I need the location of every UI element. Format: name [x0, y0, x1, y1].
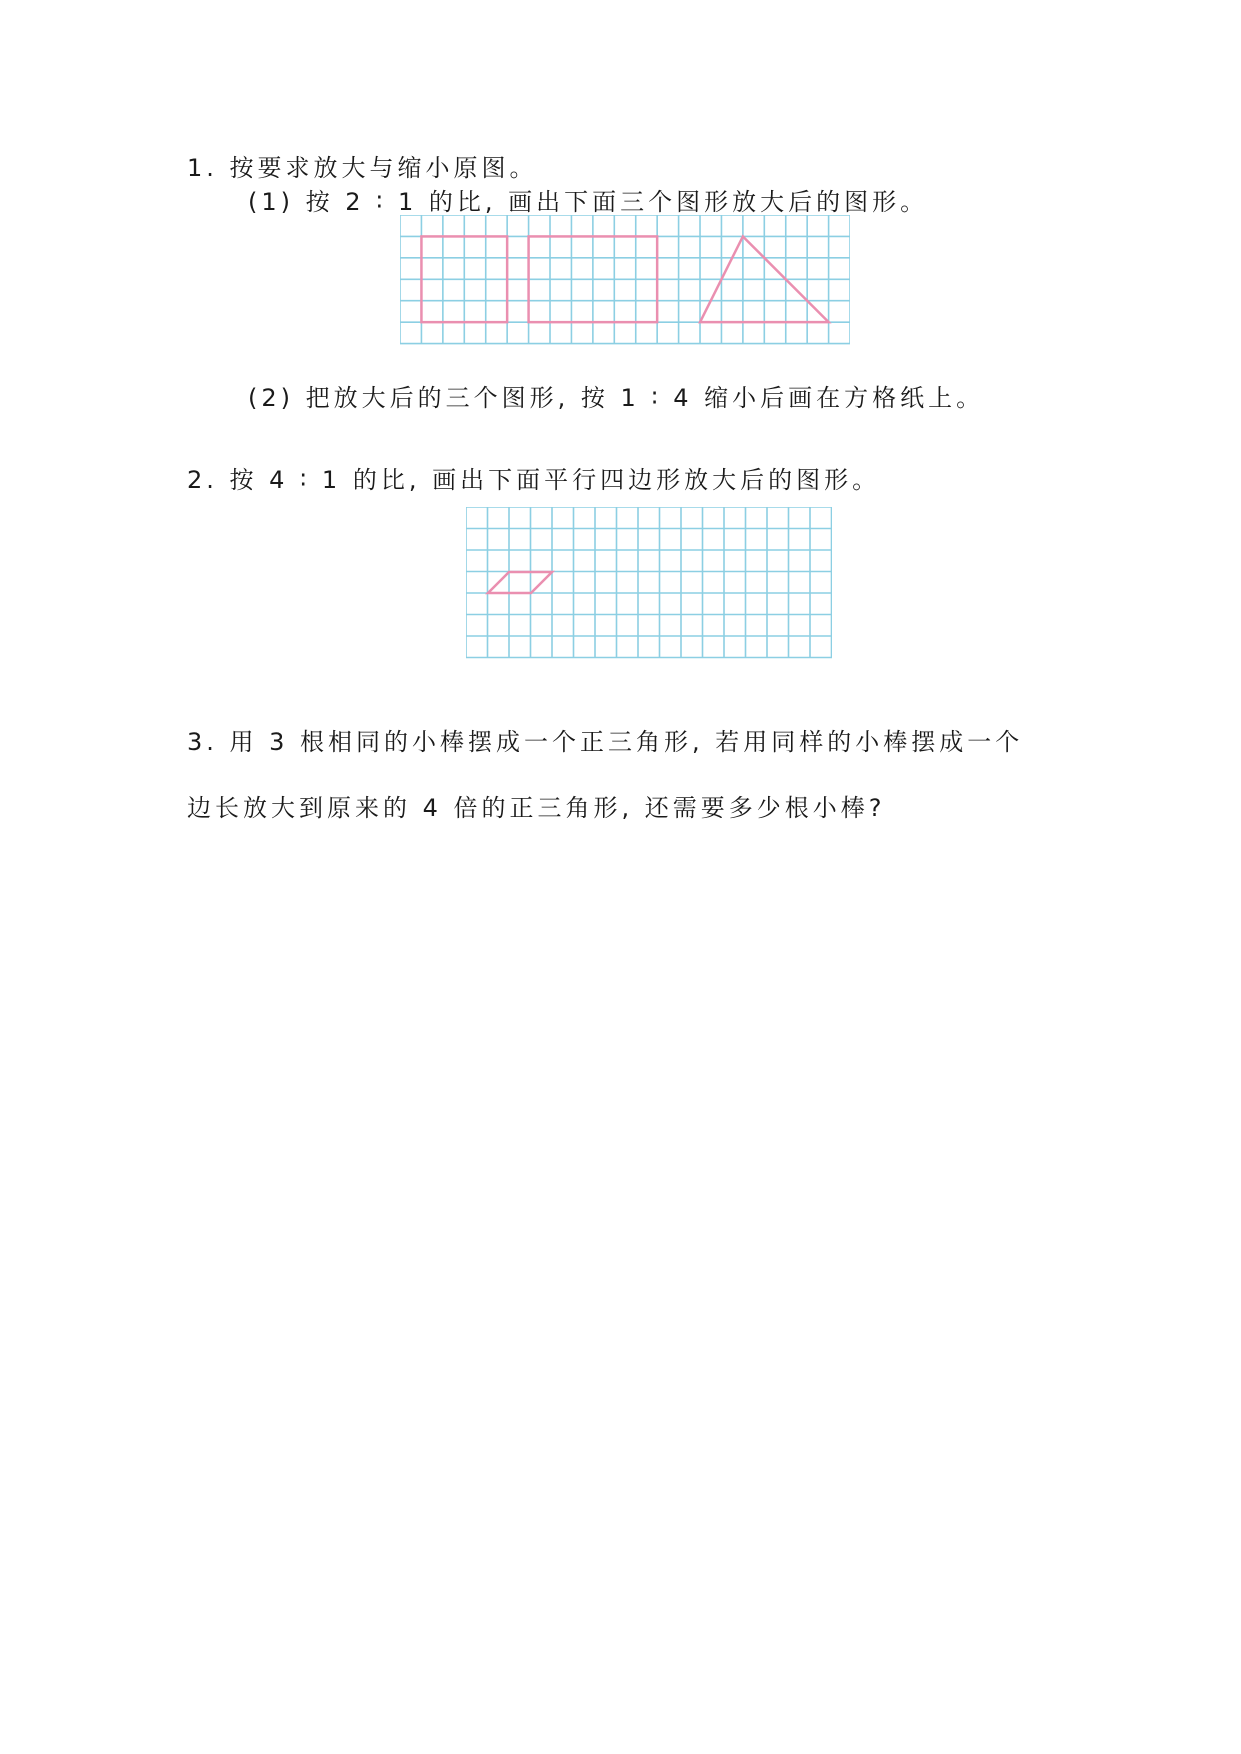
question-3-line-1: 3. 用 3 根相同的小棒摆成一个正三角形, 若用同样的小棒摆成一个	[187, 728, 1024, 756]
question-1-part-1: (1) 按 2 ∶ 1 的比, 画出下面三个图形放大后的图形。	[248, 188, 929, 216]
grid-1-lines	[400, 215, 850, 344]
grid-2-lines	[466, 507, 832, 658]
shape-parallelogram	[488, 572, 552, 593]
grid-1	[400, 215, 850, 345]
grid-2	[466, 507, 832, 659]
question-2-text: 2. 按 4 ∶ 1 的比, 画出下面平行四边形放大后的图形。	[187, 466, 881, 494]
question-1-part-2: (2) 把放大后的三个图形, 按 1 ∶ 4 缩小后画在方格纸上。	[248, 384, 985, 412]
question-3-line-2: 边长放大到原来的 4 倍的正三角形, 还需要多少根小棒?	[187, 794, 886, 822]
question-1-title: 1. 按要求放大与缩小原图。	[187, 154, 538, 182]
